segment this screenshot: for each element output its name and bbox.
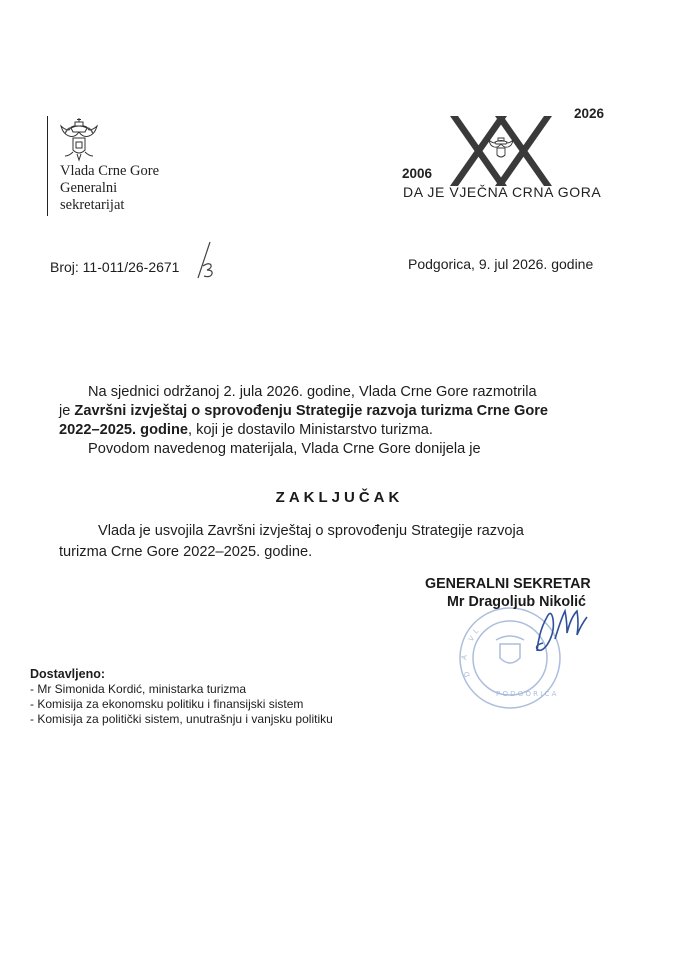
coat-of-arms-icon [57, 116, 101, 164]
handwritten-signature [525, 605, 597, 657]
place-and-date: Podgorica, 9. jul 2026. godine [408, 256, 594, 272]
institution-department-line2: sekretarijat [60, 197, 125, 213]
distribution-label: Dostavljeno: [30, 667, 106, 681]
signatory-name: Mr Dragoljub Nikolić [447, 594, 587, 610]
logo-slogan: DA JE VJEČNA CRNA GORA [403, 184, 602, 200]
svg-text:V: V [467, 634, 477, 644]
distribution-item: - Komisija za ekonomsku politiku i finansijski sistem [30, 697, 304, 711]
institution-department-line1: Generalni [60, 180, 118, 196]
paragraph-1-prefix: je [59, 403, 75, 419]
svg-text:A: A [460, 654, 469, 661]
conclusion-heading: ZAKLJUČAK [275, 489, 404, 506]
paragraph-1-submitter: , koji je dostavilo Ministarstvo turizma. [188, 422, 433, 438]
paragraph-1-line-4: Povodom navedenog materijala, Vlada Crne Gore donijela je [88, 441, 481, 457]
paragraph-2-line-2: turizma Crne Gore 2022–2025. godine. [59, 544, 313, 560]
header-divider-line [47, 116, 48, 216]
svg-text:P O D G O R I C A: P O D G O R I C A [496, 690, 557, 698]
logo-year-start: 2006 [402, 166, 433, 181]
document-title-part-1: Završni izvještaj o sprovođenju Strategije razvoja turizma Crne Gore [74, 403, 549, 419]
distribution-item: - Mr Simonida Kordić, ministarka turizma [30, 682, 247, 696]
svg-text:L: L [471, 626, 481, 636]
distribution-item: - Komisija za politički sistem, unutrašnju i vanjsku politiku [30, 712, 333, 726]
logo-year-end: 2026 [574, 106, 605, 121]
paragraph-1-line-1: Na sjednici održanoj 2. jula 2026. godine, Vlada Crne Gore razmotrila [88, 384, 537, 400]
reference-number: Broj: 11-011/26-2671 [50, 259, 180, 275]
institution-name: Vlada Crne Gore [60, 163, 160, 179]
paragraph-1-line-3 [59, 421, 433, 440]
svg-text:D: D [462, 670, 472, 679]
document-title-part-2: 2022–2025. godine [59, 422, 188, 438]
paragraph-2-line-1: Vlada je usvojila Završni izvještaj o sprovođenju Strategije razvoja [98, 523, 524, 539]
paragraph-1-line-2 [59, 402, 548, 421]
handwritten-number-annotation [194, 240, 216, 280]
signatory-title: GENERALNI SEKRETAR [425, 576, 591, 592]
